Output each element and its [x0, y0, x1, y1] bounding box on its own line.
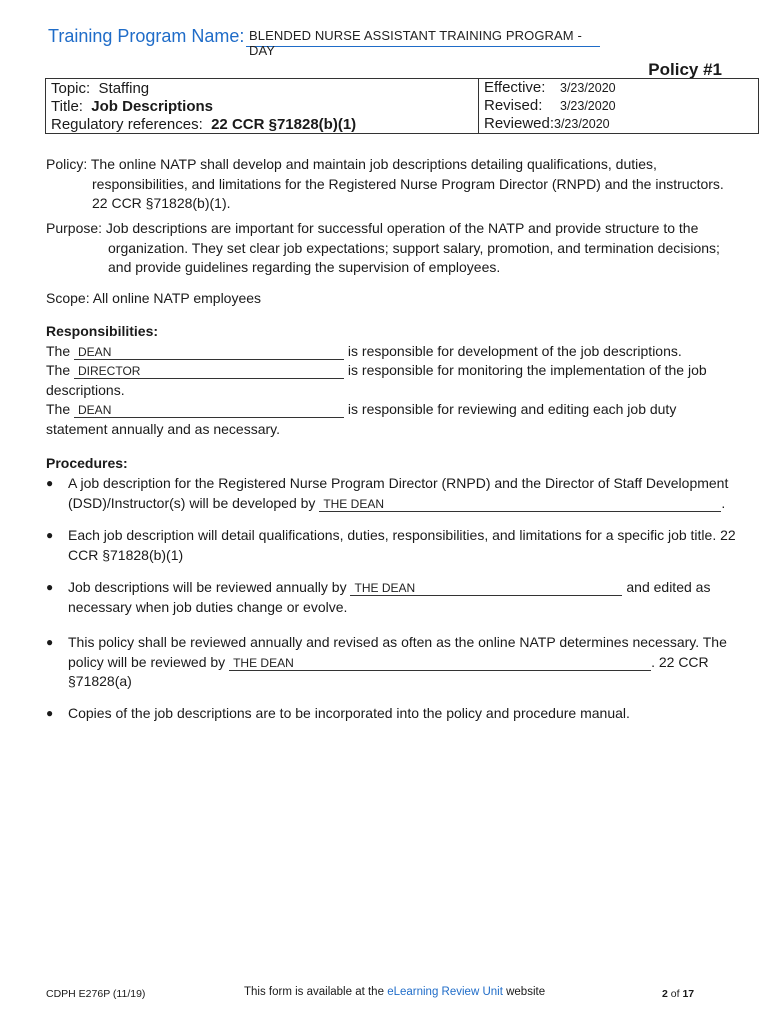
form-id: CDPH E276P (11/19): [46, 988, 146, 1000]
effective-label: Effective:: [484, 79, 546, 96]
bullet-icon: ●: [46, 706, 54, 720]
title-label: Title:: [51, 97, 83, 115]
annual-reviewer-field[interactable]: THE DEAN: [350, 581, 622, 596]
elearning-review-unit-link[interactable]: eLearning Review Unit: [387, 986, 503, 998]
purpose-line: organization. They set clear job expectations; support salary, promotion, and termination decisions;: [108, 239, 720, 256]
purpose-line: and provide guidelines regarding the supervision of employees.: [108, 259, 501, 275]
effective-date[interactable]: 3/23/2020: [560, 81, 616, 95]
scope-text: Scope: All online NATP employees: [46, 290, 262, 306]
title-value: Job Descriptions: [91, 97, 213, 115]
reviewed-label: Reviewed:: [484, 115, 555, 132]
responsibilities-heading: Responsibilities:: [46, 323, 159, 339]
policy-number: Policy #1: [648, 60, 722, 79]
topic-label: Topic:: [51, 79, 91, 97]
list-item: ● Job descriptions will be reviewed annually by THE DEAN and edited as necessary when job duties change or evolve.: [46, 579, 711, 615]
monitor-field[interactable]: DIRECTOR: [74, 364, 344, 379]
reviewed-date[interactable]: 3/23/2020: [554, 117, 610, 131]
title-cell: [46, 97, 479, 115]
bullet-icon: ●: [46, 476, 54, 490]
policy-reviewer-field[interactable]: THE DEAN: [229, 656, 651, 671]
purpose-line: Purpose: Job descriptions are important for successful operation of the NATP and provide structure to the: [46, 220, 699, 236]
policy-line: 22 CCR §71828(b)(1).: [92, 195, 231, 211]
developer-field[interactable]: DEAN: [74, 345, 344, 360]
regulatory-cell: [46, 115, 479, 134]
bullet-icon: ●: [46, 580, 54, 594]
effective-cell: [479, 79, 759, 98]
reviewed-cell: [479, 115, 759, 134]
procedures-heading: Procedures:: [46, 455, 128, 471]
reviewer-field[interactable]: DEAN: [74, 403, 344, 418]
policy-info-table: [45, 78, 759, 134]
list-item: ● A job description for the Registered Nurse Program Director (RNPD) and the Director of Staff Development (DSD)/Instructor(s) will be developed by THE DEAN .: [46, 475, 729, 511]
responsibility-row: The DEAN is responsible for development of the job descriptions.: [46, 342, 682, 359]
responsibility-row: The DIRECTOR is responsible for monitoring the implementation of the job: [46, 362, 707, 378]
developer-field-2[interactable]: THE DEAN: [319, 497, 721, 512]
list-item: ● Each job description will detail qualifications, duties, responsibilities, and limitations for a specific job title. 22 CCR §71828(b)(1): [46, 527, 736, 563]
purpose-paragraph: [46, 219, 736, 278]
topic-cell: [46, 79, 479, 98]
list-item: ● This policy shall be reviewed annually and revised as often as the online NATP determines necessary. The policy will be reviewed by THE DEAN . 22 CCR §71828(a): [46, 634, 727, 689]
page-number: 2 of 17: [662, 988, 695, 1000]
program-name-field[interactable]: BLENDED NURSE ASSISTANT TRAINING PROGRAM -DAY: [246, 28, 600, 47]
regulatory-label: Regulatory references:: [51, 115, 203, 133]
responsibility-cont: descriptions.: [46, 381, 125, 398]
policy-paragraph: [46, 155, 736, 214]
bullet-icon: ●: [46, 635, 54, 649]
responsibilities-section: [46, 322, 736, 439]
availability-note: This form is available at the eLearning Review Unit website: [244, 986, 546, 998]
revised-cell: [479, 97, 759, 115]
regulatory-value: 22 CCR §71828(b)(1): [211, 115, 357, 133]
topic-value: Staffing: [98, 79, 150, 97]
revised-label: Revised:: [484, 97, 543, 114]
responsibility-row: The DEAN is responsible for reviewing and editing each job duty: [46, 401, 677, 417]
policy-line: Policy: The online NATP shall develop and maintain job descriptions detailing qualifications, duties,: [46, 156, 657, 172]
bullet-icon: ●: [46, 528, 54, 542]
policy-line: responsibilities, and limitations for the Registered Nurse Program Director (RNPD) and the instructors.: [92, 175, 724, 192]
program-name-label: Training Program Name:: [48, 26, 245, 46]
list-item: ● Copies of the job descriptions are to be incorporated into the policy and procedure manual.: [46, 704, 736, 724]
responsibility-cont: statement annually and as necessary.: [46, 420, 280, 437]
revised-date[interactable]: 3/23/2020: [560, 99, 616, 113]
